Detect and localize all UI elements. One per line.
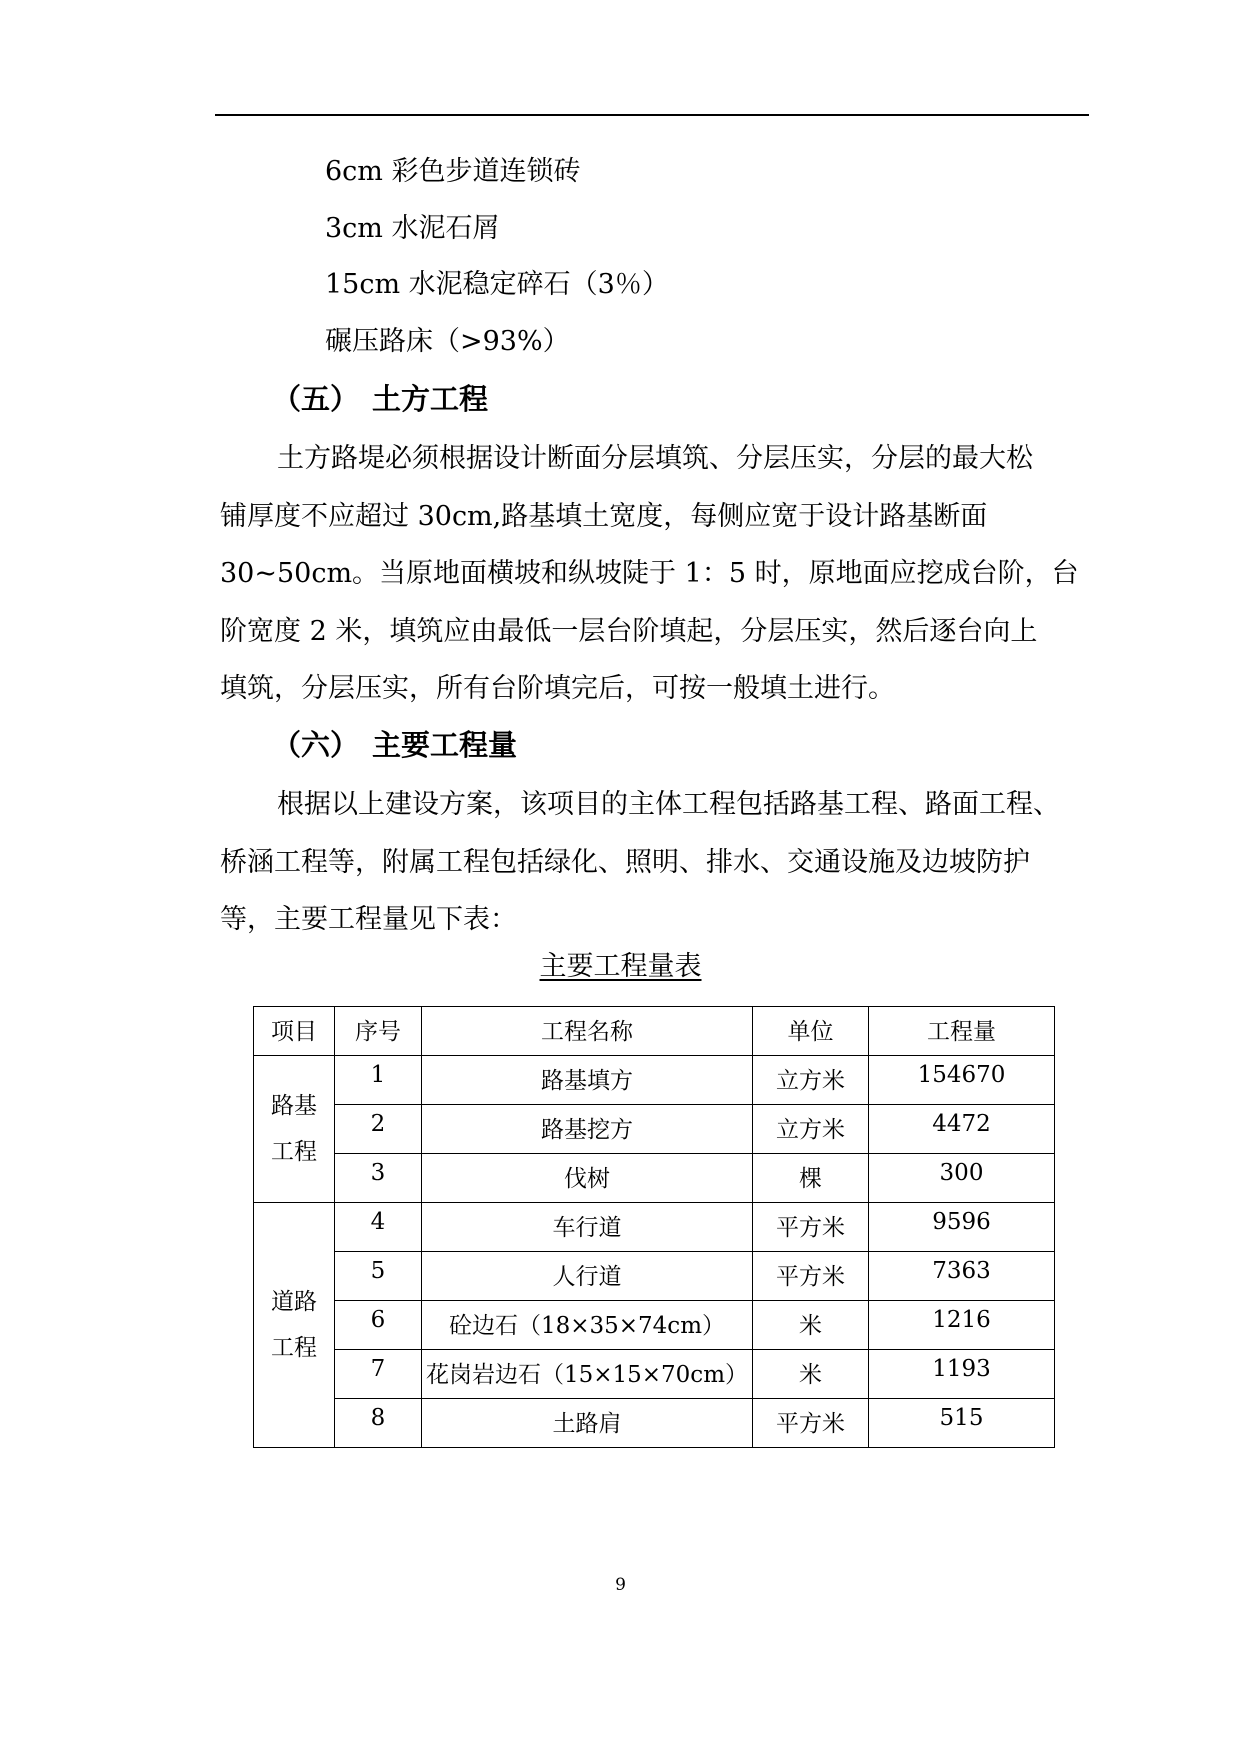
section6-line-1: 根据以上建设方案，该项目的主体工程包括路基工程、路面工程、: [277, 789, 1060, 820]
row-unit: 棵: [753, 1154, 869, 1203]
section5-line-4: 阶宽度 2 米，填筑应由最低一层台阶填起，分层压实，然后逐台向上: [220, 616, 1038, 647]
section6-line-3: 等，主要工程量见下表：: [220, 904, 517, 935]
row-name: 花岗岩边石（15×15×70cm）: [422, 1350, 753, 1399]
layer-line-1: 6cm 彩色步道连锁砖: [325, 156, 581, 187]
section5-number: （五）: [272, 382, 360, 416]
table-row: [254, 1056, 1055, 1105]
row-unit: 平方米: [753, 1252, 869, 1301]
group-road: [254, 1203, 335, 1448]
section5-line-2: 铺厚度不应超过 30cm,路基填土宽度，每侧应宽于设计路基断面: [220, 501, 988, 532]
row-qty: 9596: [869, 1203, 1055, 1252]
row-no: 2: [335, 1105, 422, 1154]
row-unit: 米: [753, 1301, 869, 1350]
section6-title: 主要工程量: [372, 728, 518, 762]
group-roadbed: [254, 1056, 335, 1203]
section5-line-5: 填筑，分层压实，所有台阶填完后，可按一般填土进行。: [220, 673, 895, 704]
row-unit: 立方米: [753, 1105, 869, 1154]
layer-line-3: 15cm 水泥稳定碎石（3％）: [325, 269, 669, 300]
group-road-line2: 工程: [271, 1335, 317, 1361]
row-name: 人行道: [422, 1252, 753, 1301]
row-unit: 立方米: [753, 1056, 869, 1105]
section5-title: 土方工程: [372, 382, 489, 416]
row-qty: 1216: [869, 1301, 1055, 1350]
table-row: [254, 1154, 1055, 1203]
section6-heading: [272, 727, 517, 763]
row-qty: 300: [869, 1154, 1055, 1203]
group-road-line1: 道路: [271, 1289, 317, 1315]
table-header-row: [254, 1007, 1055, 1056]
row-qty: 4472: [869, 1105, 1055, 1154]
group-roadbed-line1: 路基: [271, 1093, 317, 1119]
section6-number: （六）: [272, 728, 360, 762]
section5-line-3: 30~50cm。当原地面横坡和纵坡陡于 1：5 时，原地面应挖成台阶，台: [220, 558, 1079, 589]
row-name: 砼边石（18×35×74cm）: [422, 1301, 753, 1350]
row-no: 8: [335, 1399, 422, 1448]
layer-line-4: 碾压路床（>93%）: [325, 326, 570, 357]
row-unit: 米: [753, 1350, 869, 1399]
header-project: 项目: [254, 1007, 335, 1056]
row-no: 5: [335, 1252, 422, 1301]
row-name: 路基填方: [422, 1056, 753, 1105]
row-unit: 平方米: [753, 1399, 869, 1448]
row-no: 6: [335, 1301, 422, 1350]
header-quantity: 工程量: [869, 1007, 1055, 1056]
header-rule: [215, 114, 1089, 116]
table-title-text: 主要工程量表: [539, 951, 702, 982]
table-row: [254, 1252, 1055, 1301]
row-unit: 平方米: [753, 1203, 869, 1252]
row-no: 7: [335, 1350, 422, 1399]
header-no: 序号: [335, 1007, 422, 1056]
header-unit: 单位: [753, 1007, 869, 1056]
table-row: [254, 1301, 1055, 1350]
table-row: [254, 1399, 1055, 1448]
row-name: 路基挖方: [422, 1105, 753, 1154]
row-no: 1: [335, 1056, 422, 1105]
page-number: 9: [615, 1575, 626, 1595]
header-name: 工程名称: [422, 1007, 753, 1056]
table-title: [0, 950, 1241, 984]
row-no: 3: [335, 1154, 422, 1203]
section5-line-1: 土方路堤必须根据设计断面分层填筑、分层压实，分层的最大松: [277, 443, 1033, 474]
section5-heading: [272, 381, 488, 417]
row-name: 车行道: [422, 1203, 753, 1252]
row-qty: 7363: [869, 1252, 1055, 1301]
table-row: [254, 1203, 1055, 1252]
group-roadbed-line2: 工程: [271, 1139, 317, 1165]
row-qty: 154670: [869, 1056, 1055, 1105]
row-no: 4: [335, 1203, 422, 1252]
row-qty: 1193: [869, 1350, 1055, 1399]
section6-line-2: 桥涵工程等，附属工程包括绿化、照明、排水、交通设施及边坡防护: [220, 847, 1030, 878]
quantities-table: [253, 1006, 1055, 1448]
table-row: [254, 1105, 1055, 1154]
row-name: 伐树: [422, 1154, 753, 1203]
table-row: [254, 1350, 1055, 1399]
row-name: 土路肩: [422, 1399, 753, 1448]
row-qty: 515: [869, 1399, 1055, 1448]
layer-line-2: 3cm 水泥石屑: [325, 213, 500, 244]
